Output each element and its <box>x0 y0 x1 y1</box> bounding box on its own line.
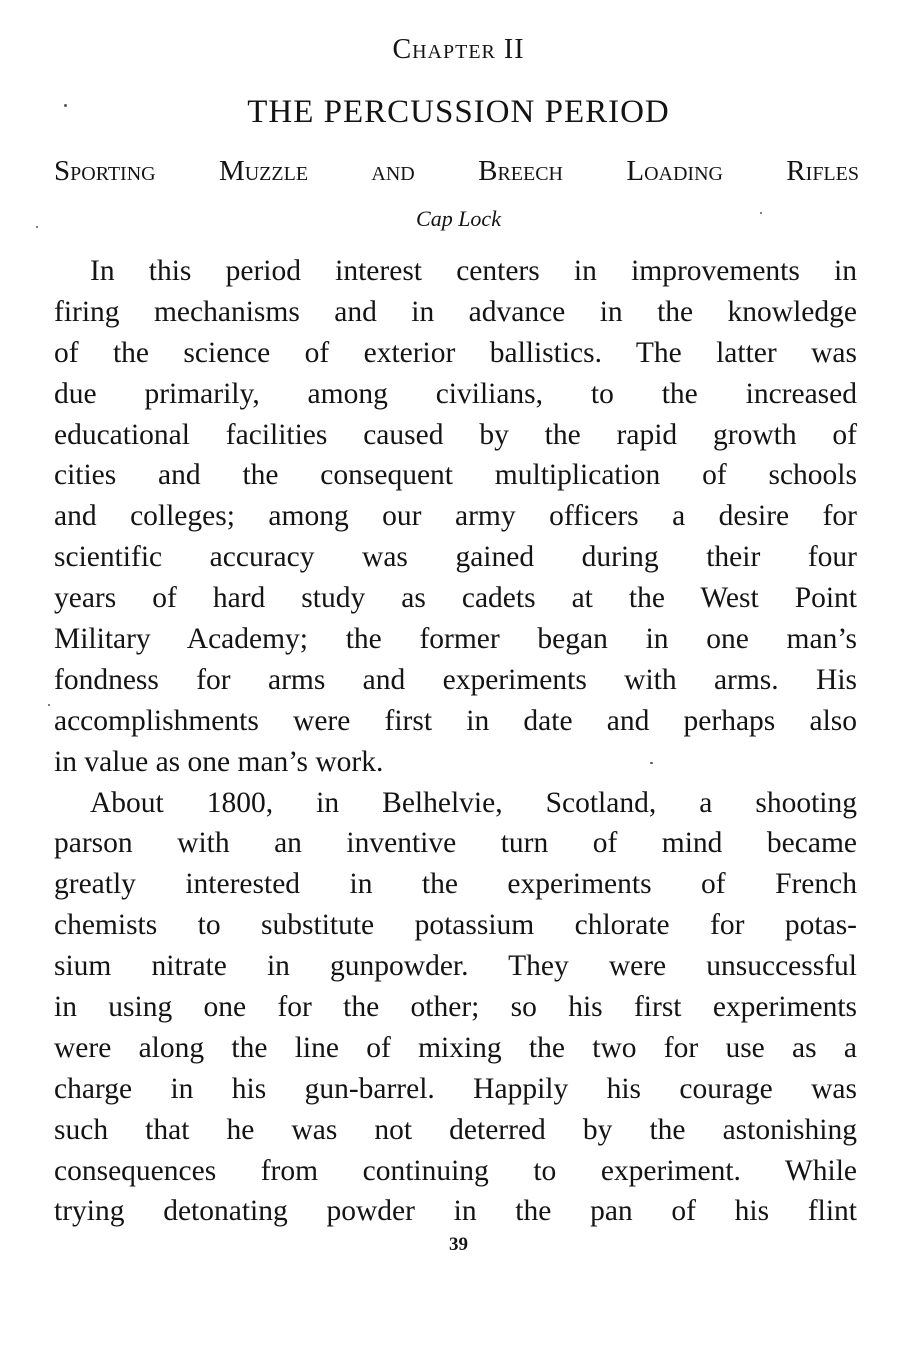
text-line: and colleges; among our army officers a desire for <box>54 500 857 533</box>
page-number: 39 <box>449 1234 468 1255</box>
text-line: parson with an inventive turn of mind became <box>54 827 857 860</box>
text-line: About 1800, in Belhelvie, Scotland, a shooting <box>90 786 857 819</box>
text-line: were along the line of mixing the two for use as a <box>54 1031 857 1064</box>
paper-speck <box>36 226 38 228</box>
paper-speck <box>760 212 762 214</box>
paper-speck <box>64 104 67 107</box>
text-line: years of hard study as cadets at the West Point <box>54 582 857 615</box>
text-line: of the science of exterior ballistics. The latter was <box>54 336 857 369</box>
text-line: such that he was not deterred by the astonishing <box>54 1113 857 1146</box>
text-line: Military Academy; the former began in one man’s <box>54 623 857 656</box>
text-line: In this period interest centers in improvements in <box>90 255 857 287</box>
paragraph-1 <box>54 251 857 783</box>
text-line: consequences from continuing to experiment. While <box>54 1154 857 1187</box>
text-line: in using one for the other; so his first experiments <box>54 991 857 1024</box>
text-line: charge in his gun-barrel. Happily his courage was <box>54 1072 857 1105</box>
text-line: fondness for arms and experiments with arms. His <box>54 663 857 696</box>
chapter-label: Chapter II <box>392 34 525 65</box>
text-line: greatly interested in the experiments of French <box>54 868 857 901</box>
paper-speck <box>650 762 653 764</box>
text-line: in value as one man’s work. <box>54 745 384 778</box>
chapter-title: THE PERCUSSION PERIOD <box>247 94 670 130</box>
paragraph-2 <box>54 783 857 1233</box>
text-line: chemists to substitute potassium chlorate for potas- <box>54 909 857 942</box>
text-line: firing mechanisms and in advance in the knowledge <box>54 295 857 328</box>
text-line: sium nitrate in gunpowder. They were unsuccessful <box>54 950 857 983</box>
body-text <box>54 251 857 1232</box>
chapter-subtitle: Sporting Muzzle and Breech Loading Rifles <box>54 155 859 187</box>
text-line: trying detonating powder in the pan of his flint <box>54 1195 857 1228</box>
text-line: educational facilities caused by the rapid growth of <box>54 418 857 451</box>
section-heading: Cap Lock <box>416 206 501 231</box>
text-line: scientific accuracy was gained during their four <box>54 541 857 574</box>
text-line: cities and the consequent multiplication of schools <box>54 459 857 492</box>
text-line: due primarily, among civilians, to the increased <box>54 377 857 410</box>
text-line: accomplishments were first in date and perhaps also <box>54 704 857 737</box>
paper-speck <box>48 704 50 706</box>
